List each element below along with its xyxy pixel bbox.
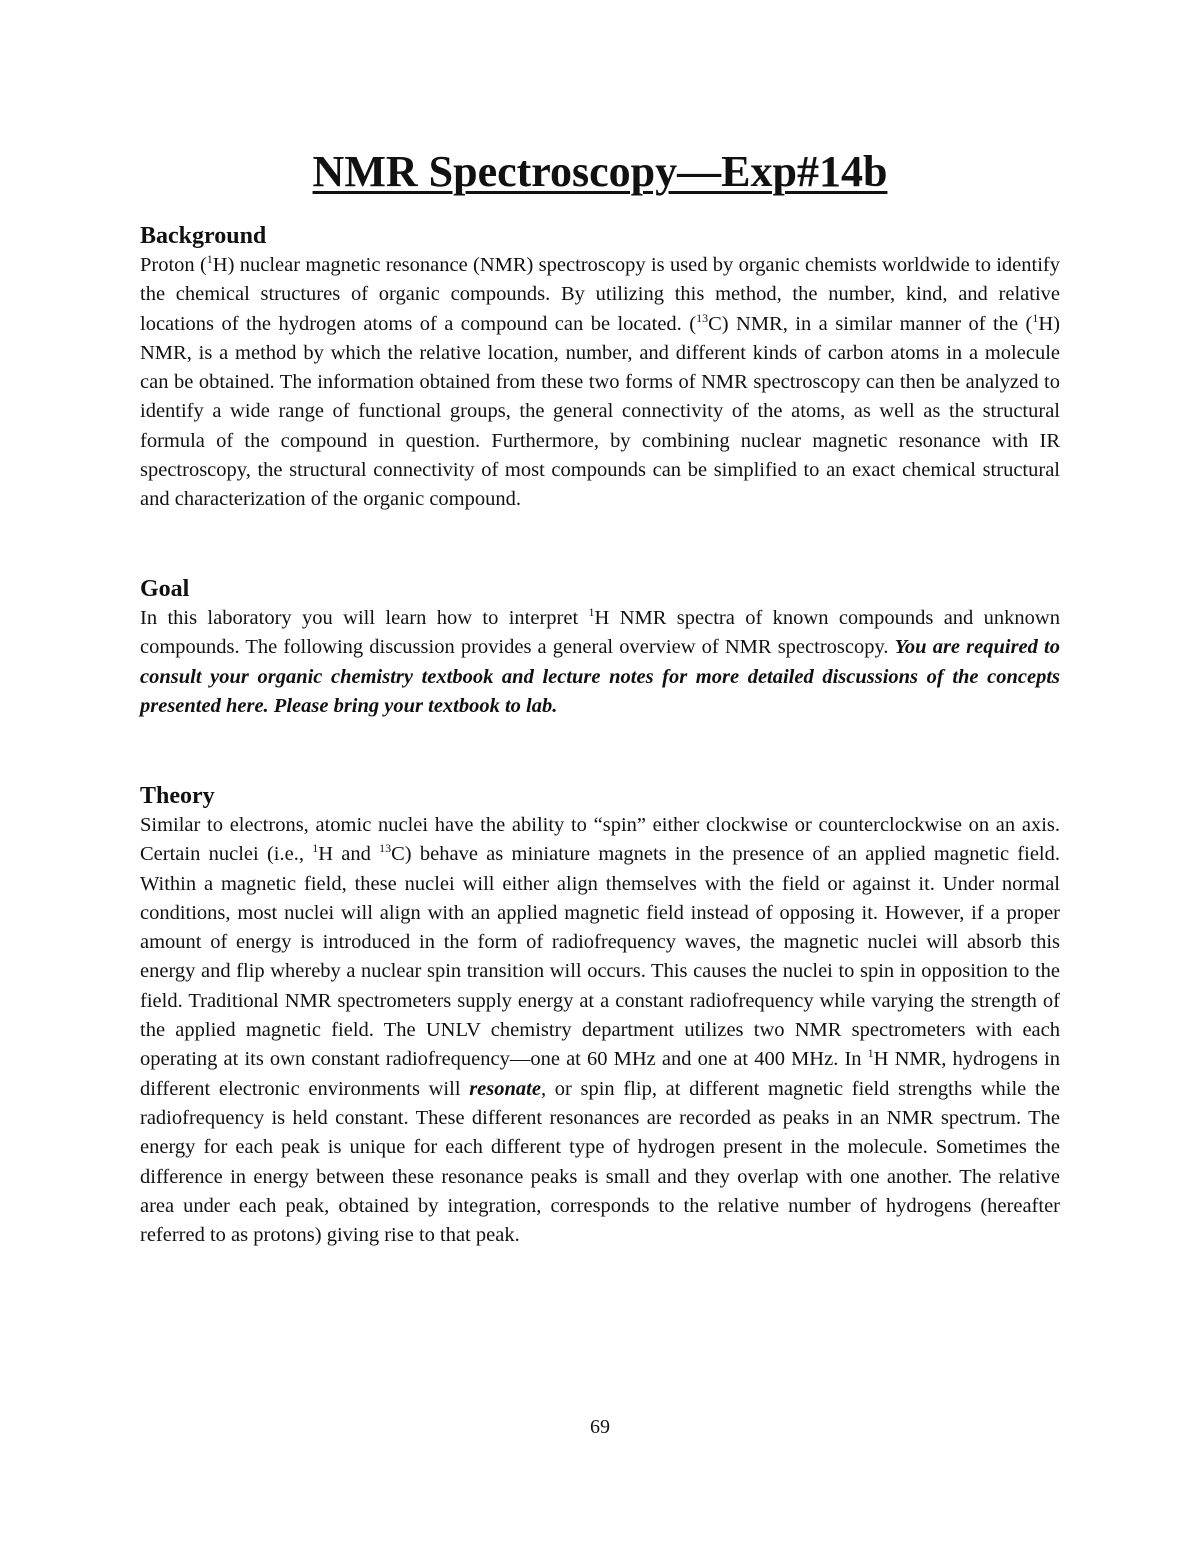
goal-paragraph: In this laboratory you will learn how to interpret $^1$H NMR spectra of known compounds and unknown compounds. The following discussion provides a general overview of NMR spectroscopy. You are required to consult your organic chemistry textbook and lecture notes for more detailed discussions of the concepts presented here. Please bring your textbook to lab. xyxy=(140,605,1060,717)
background-paragraph: Proton ($^1$H) nuclear magnetic resonance (NMR) spectroscopy is used by organic chemists worldwide to identify the chemical structures of organic compounds. By utilizing this method, the number, kind, and relative locations of the hydrogen atoms of a compound can be located. ($^{13}$C) NMR, in a similar manner of the ($^1$H) NMR, is a method by which the relative location, number, and different kinds of carbon atoms in a molecule can be obtained. The information obtained from these two forms of NMR spectroscopy can then be analyzed to identify a wide range of functional groups, the general connectivity of the atoms, as well as the structural formula of the compound in question. Furthermore, by combining nuclear magnetic resonance with IR spectroscopy, the structural connectivity of most compounds can be simplified to an exact chemical structural and characterization of the organic compound. xyxy=(140,252,1061,511)
theory-heading: Theory xyxy=(140,783,215,809)
goal-section xyxy=(140,574,1060,721)
background-heading: Background xyxy=(140,223,267,249)
goal-emphasis: You are required to consult your organic chemistry textbook and lecture notes for more detailed discussions of the concepts presented here. Please bring your textbook to lab. xyxy=(140,636,1060,717)
theory-emphasis: resonate xyxy=(469,1077,541,1100)
theory-section xyxy=(140,781,1060,1250)
page-number: 69 xyxy=(590,1416,610,1438)
theory-paragraph: Similar to electrons, atomic nuclei have the ability to “spin” either clockwise or counterclockwise on an axis. Certain nuclei (i.e., $^1$H and $^{13}$C) behave as miniature magnets in the presence of an applied magnetic field. Within a magnetic field, these nuclei will either align themselves with the field or against it. Under normal conditions, most nuclei will align with an applied magnetic field instead of opposing it. However, if a proper amount of energy is introduced in the form of radiofrequency waves, the magnetic nuclei will absorb this energy and flip whereby a nuclear spin transition will occurs. This causes the nuclei to spin in opposition to the field. Traditional NMR spectrometers supply energy at a constant radiofrequency while varying the strength of the applied magnetic field. The UNLV chemistry department utilizes two NMR spectrometers with each operating at its own constant radiofrequency—one at 60 MHz and one at 400 MHz. In $^1$H NMR, hydrogens in different electronic environments will resonate, or spin flip, at different magnetic field strengths while the radiofrequency is held constant. These different resonances are recorded as peaks in an NMR spectrum. The energy for each peak is unique for each different type of hydrogen present in the molecule. Sometimes the difference in energy between these resonance peaks is small and they overlap with one another. The relative area under each peak, obtained by integration, corresponds to the relative number of hydrogens (hereafter referred to as protons) giving rise to that peak. xyxy=(140,814,1060,1247)
background-section xyxy=(140,221,1060,515)
goal-heading: Goal xyxy=(140,576,190,602)
page-title: NMR Spectroscopy—Exp#14b xyxy=(312,147,888,196)
